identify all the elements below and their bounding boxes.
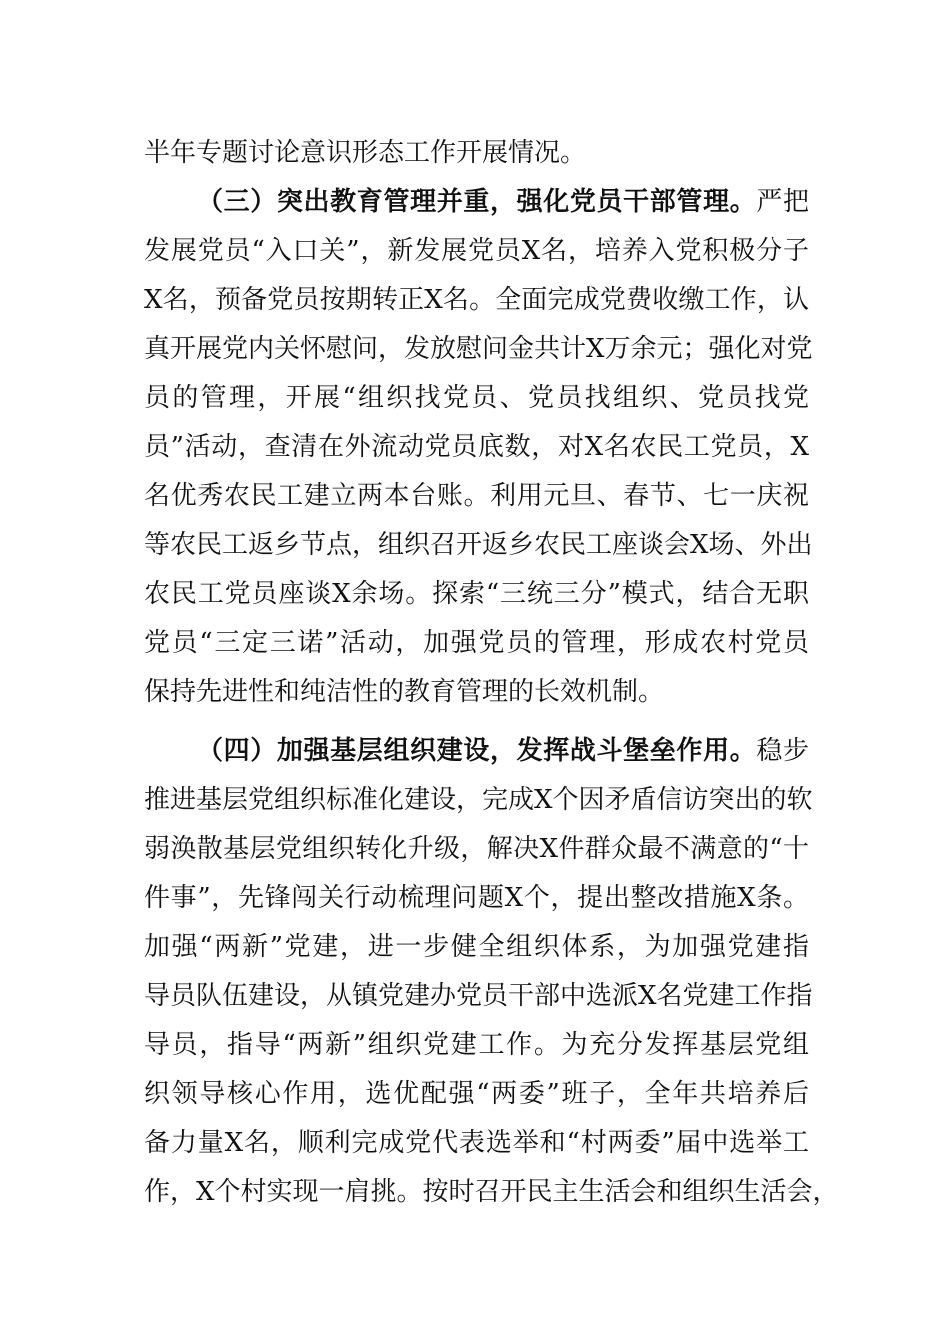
text-line: 导员，指导“两新”组织党建工作。为充分发挥基层党组	[144, 1030, 809, 1060]
section-heading-four: （四）加强基层组织建设，发挥战斗堡垒作用。	[197, 736, 757, 766]
text-segment: 严把	[756, 187, 809, 217]
text-line: 员”活动，查清在外流动党员底数，对X名农民工党员，X	[144, 432, 809, 462]
text-line: 备力量X名，顺利完成党代表选举和“村两委”届中选举工	[144, 1128, 809, 1158]
text-line: 真开展党内关怀慰问，发放慰问金共计X万余元；强化对党	[144, 334, 813, 364]
text-line: 件事”，先锋闯关行动梳理问题X个，提出整改措施X条。	[144, 883, 809, 913]
text-segment: 稳步	[756, 736, 809, 766]
section-heading-three: （三）突出教育管理并重，强化党员干部管理。	[197, 187, 757, 217]
text-line: 作，X个村实现一肩挑。按时召开民主生活会和组织生活会，	[144, 1177, 839, 1207]
text-line: 加强“两新”党建，进一步健全组织体系，为加强党建指	[144, 932, 809, 962]
text-line: 名优秀农民工建立两本台账。利用元旦、春节、七一庆祝	[144, 481, 809, 511]
text-line: 半年专题讨论意识形态工作开展情况。	[144, 138, 587, 168]
text-line: 等农民工返乡节点，组织召开返乡农民工座谈会X场、外出	[144, 530, 813, 560]
text-line: 保持先进性和纯洁性的教育管理的长效机制。	[144, 677, 665, 707]
text-line: 织领导核心作用，选优配强“两委”班子，全年共培养后	[144, 1079, 809, 1109]
text-line: 弱涣散基层党组织转化升级，解决X件群众最不满意的“十	[144, 834, 809, 864]
text-line: 导员队伍建设，从镇党建办党员干部中选派X名党建工作指	[144, 981, 813, 1011]
text-line: X名，预备党员按期转正X名。全面完成党费收缴工作，认	[144, 285, 809, 315]
section-heading-line	[197, 726, 809, 776]
text-line: 发展党员“入口关”，新发展党员X名，培养入党积极分子	[144, 236, 809, 266]
text-line: 党员“三定三诺”活动，加强党员的管理，形成农村党员	[144, 628, 809, 658]
text-line: 员的管理，开展“组织找党员、党员找组织、党员找党	[144, 383, 809, 413]
text-line: 推进基层党组织标准化建设，完成X个因矛盾信访突出的软	[144, 785, 813, 815]
section-heading-line	[197, 177, 809, 227]
text-line: 农民工党员座谈X余场。探索“三统三分”模式，结合无职	[144, 579, 809, 609]
